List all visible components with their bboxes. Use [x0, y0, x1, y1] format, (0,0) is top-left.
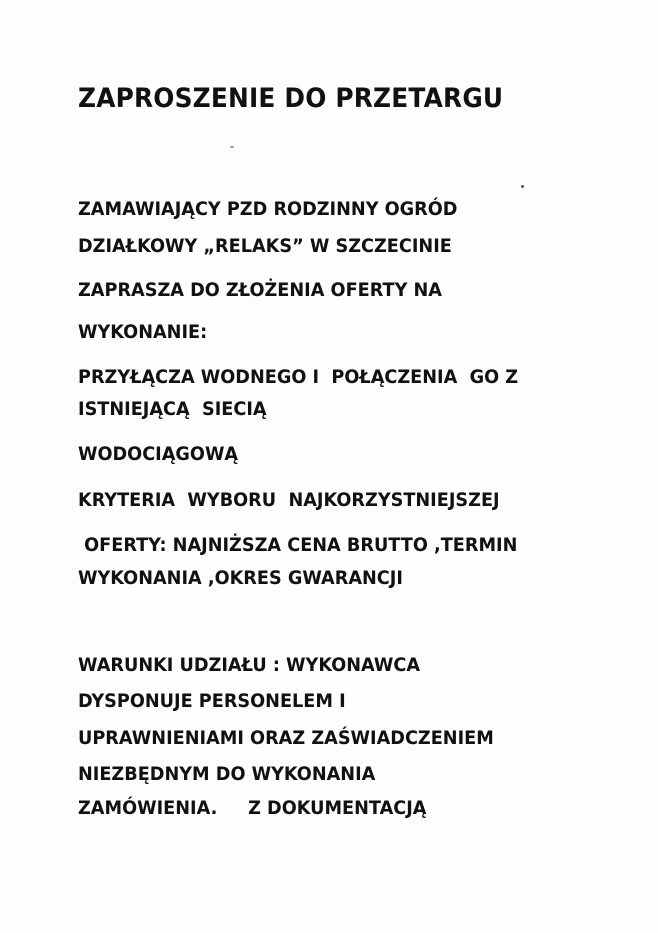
text-line-2: DZIAŁKOWY „RELAKS” W SZCZECINIE — [78, 235, 452, 257]
scan-speck — [230, 146, 234, 148]
text-line-13: UPRAWNIENIAMI ORAZ ZAŚWIADCZENIEM — [78, 727, 494, 749]
text-line-15: ZAMÓWIENIA. Z DOKUMENTACJĄ — [78, 797, 427, 819]
text-line-6: ISTNIEJĄCĄ SIECIĄ — [78, 398, 267, 420]
text-line-9: OFERTY: NAJNIŻSZA CENA BRUTTO ,TERMIN — [78, 534, 518, 556]
text-line-14: NIEZBĘDNYM DO WYKONANIA — [78, 763, 376, 785]
text-line-5: PRZYŁĄCZA WODNEGO I POŁĄCZENIA GO Z — [78, 366, 519, 388]
text-line-11: WARUNKI UDZIAŁU : WYKONAWCA — [78, 654, 421, 676]
text-line-8: KRYTERIA WYBORU NAJKORZYSTNIEJSZEJ — [78, 489, 500, 511]
text-line-7: WODOCIĄGOWĄ — [78, 443, 239, 465]
text-line-12: DYSPONUJE PERSONELEM I — [78, 690, 346, 712]
text-line-1: ZAMAWIAJĄCY PZD RODZINNY OGRÓD — [78, 198, 458, 220]
text-line-4: WYKONANIE: — [78, 321, 208, 343]
text-line-10: WYKONANIA ,OKRES GWARANCJI — [78, 567, 403, 589]
text-line-3: ZAPRASZA DO ZŁOŻENIA OFERTY NA — [78, 279, 442, 301]
document-title: ZAPROSZENIE DO PRZETARGU — [78, 83, 504, 114]
scan-speck — [521, 185, 524, 188]
